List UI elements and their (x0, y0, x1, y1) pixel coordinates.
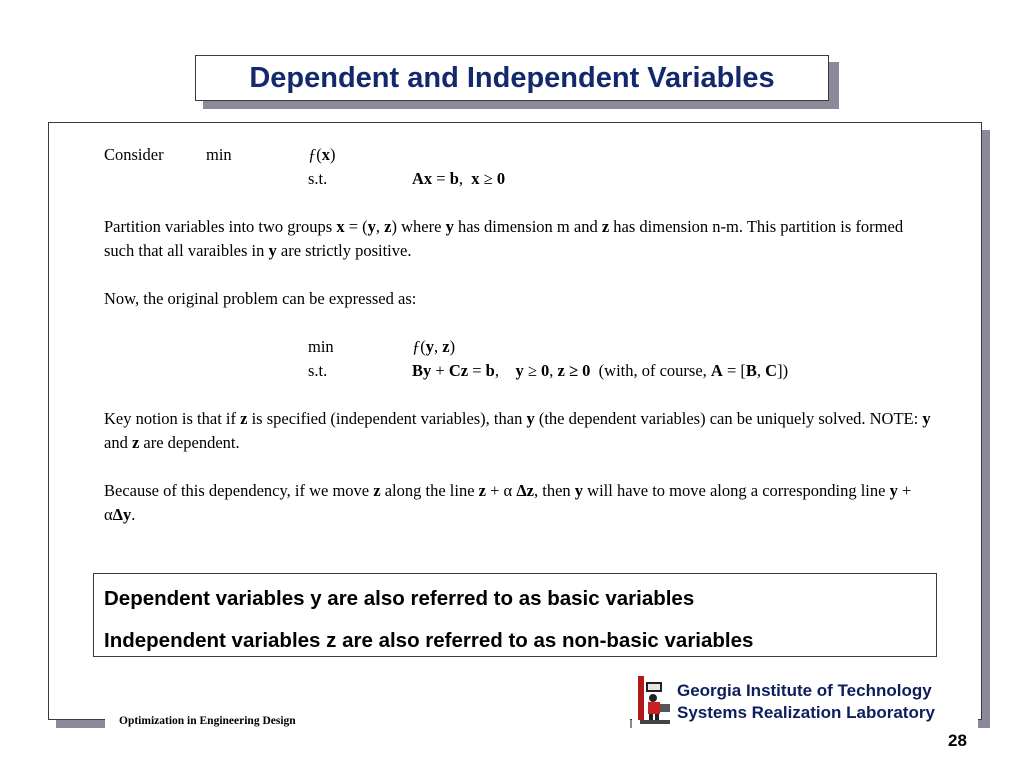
nonbasic-variables-definition: Independent variables z are also referred to as non-basic variables (104, 629, 754, 652)
thinker-logo-icon (636, 674, 674, 726)
key-notion-paragraph: Key notion is that if z is specified (independent variables), than y (the dependent variables) can be uniquely solved. NOTE: y and z are dependent. (104, 409, 931, 452)
constraint: Ax = b, x ≥ 0 (412, 169, 506, 188)
min2-label: min (308, 337, 334, 356)
problem-line-1 (104, 143, 934, 167)
problem2-line-1 (104, 335, 934, 359)
partition-paragraph: Partition variables into two groups x = (y, z) where y has dimension m and z has dimension n-m. This partition is formed such that all varaibles in y are strictly positive. (104, 217, 904, 260)
slide-title: Dependent and Independent Variables (249, 61, 775, 94)
slide-content (104, 143, 934, 527)
objective: ƒ(x) (308, 145, 336, 164)
course-name: Optimization in Engineering Design (119, 715, 296, 727)
institute-line-1: Georgia Institute of Technology (677, 681, 932, 700)
objective2: ƒ(y, z) (412, 337, 456, 356)
min-label: min (206, 145, 232, 164)
page-number: 28 (948, 731, 967, 750)
problem2-line-2 (104, 359, 934, 383)
consider-label: Consider (104, 145, 164, 164)
institute-name (677, 680, 935, 724)
basic-variables-definition: Dependent variables y are also referred to as basic variables (104, 587, 695, 610)
institute-line-2: Systems Realization Laboratory (677, 703, 935, 722)
key-definitions-box (93, 573, 937, 657)
dependency-paragraph: Because of this dependency, if we move z along the line z + α Δz, then y will have to move along a corresponding line y + αΔy. (104, 481, 912, 524)
constraint2: By + Cz = b, y ≥ 0, z ≥ 0 (with, of course, A = [B, C]) (412, 361, 789, 380)
st2-label: s.t. (308, 361, 328, 380)
title-box (195, 55, 829, 101)
reformulation-intro: Now, the original problem can be expressed as: (104, 289, 417, 308)
st-label: s.t. (308, 169, 328, 188)
problem-line-2 (104, 167, 934, 191)
